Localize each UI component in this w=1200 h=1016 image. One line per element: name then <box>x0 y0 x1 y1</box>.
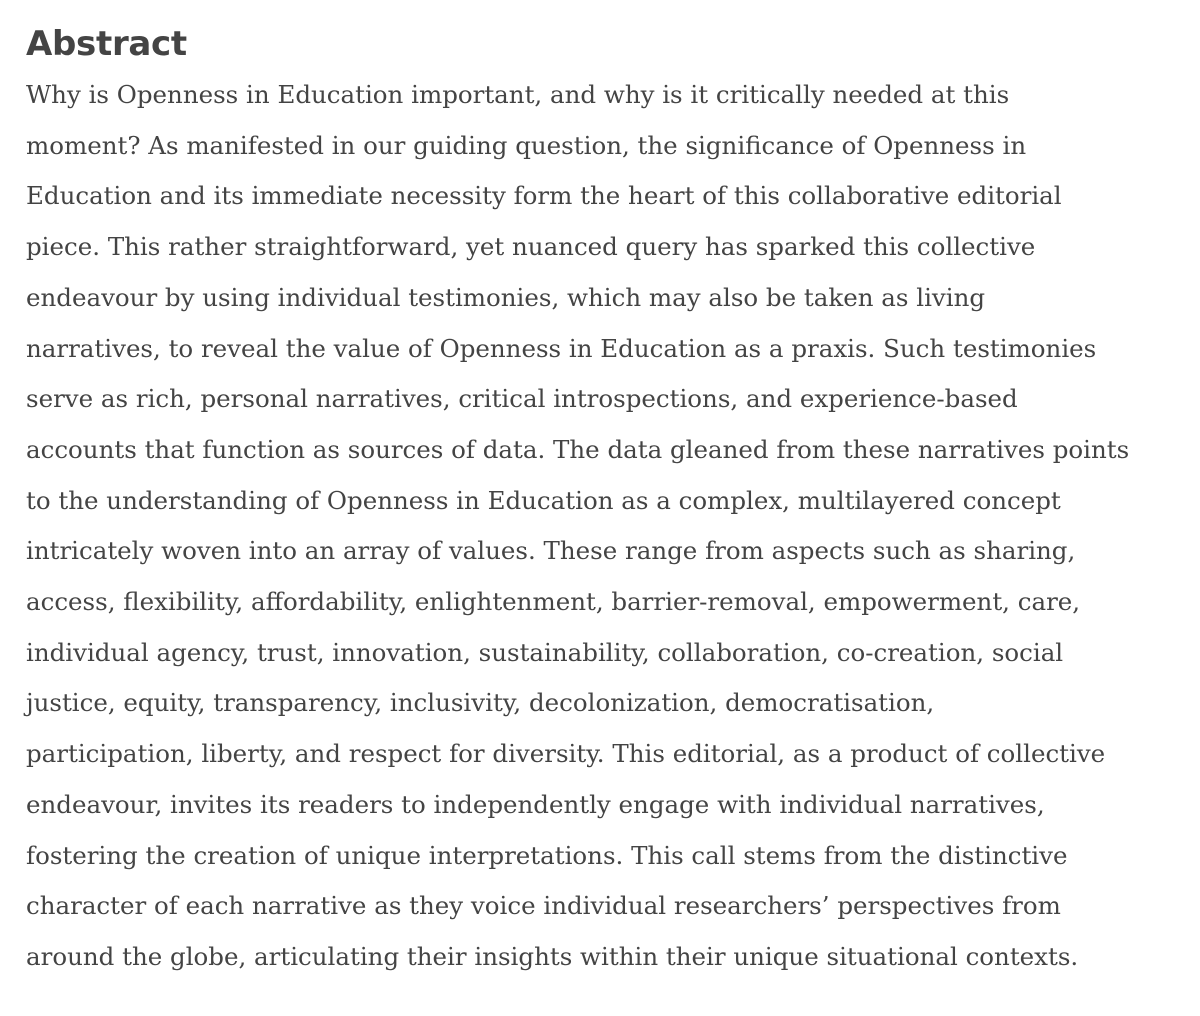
abstract-line: individual agency, trust, innovation, sustainability, collaboration, co-creation, social <box>26 637 1064 667</box>
abstract-line: Why is Openness in Education important, and why is it critically needed at this <box>26 80 1010 109</box>
abstract-line: to the understanding of Openness in Education as a complex, multilayered concept <box>26 485 1061 515</box>
abstract-line: narratives, to reveal the value of Openness in Education as a praxis. Such testimonies <box>26 333 1097 363</box>
abstract-line: Education and its immediate necessity form the heart of this collaborative editorial <box>26 181 1062 211</box>
abstract-line: accounts that function as sources of data. The data gleaned from these narratives points <box>26 434 1130 464</box>
abstract-line: endeavour by using individual testimonies, which may also be taken as living <box>26 282 986 312</box>
abstract-line: participation, liberty, and respect for diversity. This editorial, as a product of collective <box>26 739 1106 769</box>
abstract-line: moment? As manifested in our guiding question, the significance of Openness in <box>26 130 1027 160</box>
abstract-line: piece. This rather straightforward, yet nuanced query has sparked this collective <box>26 232 1036 262</box>
abstract-line: serve as rich, personal narratives, critical introspections, and experience-based <box>26 384 1018 414</box>
abstract-line: fostering the creation of unique interpretations. This call stems from the distinctive <box>26 840 1068 870</box>
abstract-heading: Abstract <box>26 24 187 64</box>
abstract-line: justice, equity, transparency, inclusivity, decolonization, democratisation, <box>26 688 935 718</box>
abstract-line: intricately woven into an array of values. These range from aspects such as sharing, <box>26 536 1076 566</box>
abstract-line: around the globe, articulating their insights within their unique situational contexts. <box>26 941 1079 971</box>
abstract-section <box>26 18 1186 983</box>
abstract-line: character of each narrative as they voice individual researchers’ perspectives from <box>26 891 1061 921</box>
abstract-line: endeavour, invites its readers to independently engage with individual narratives, <box>26 789 1045 819</box>
abstract-line: access, flexibility, affordability, enlightenment, barrier-removal, empowerment, care, <box>26 587 1081 617</box>
abstract-body <box>26 70 1186 983</box>
